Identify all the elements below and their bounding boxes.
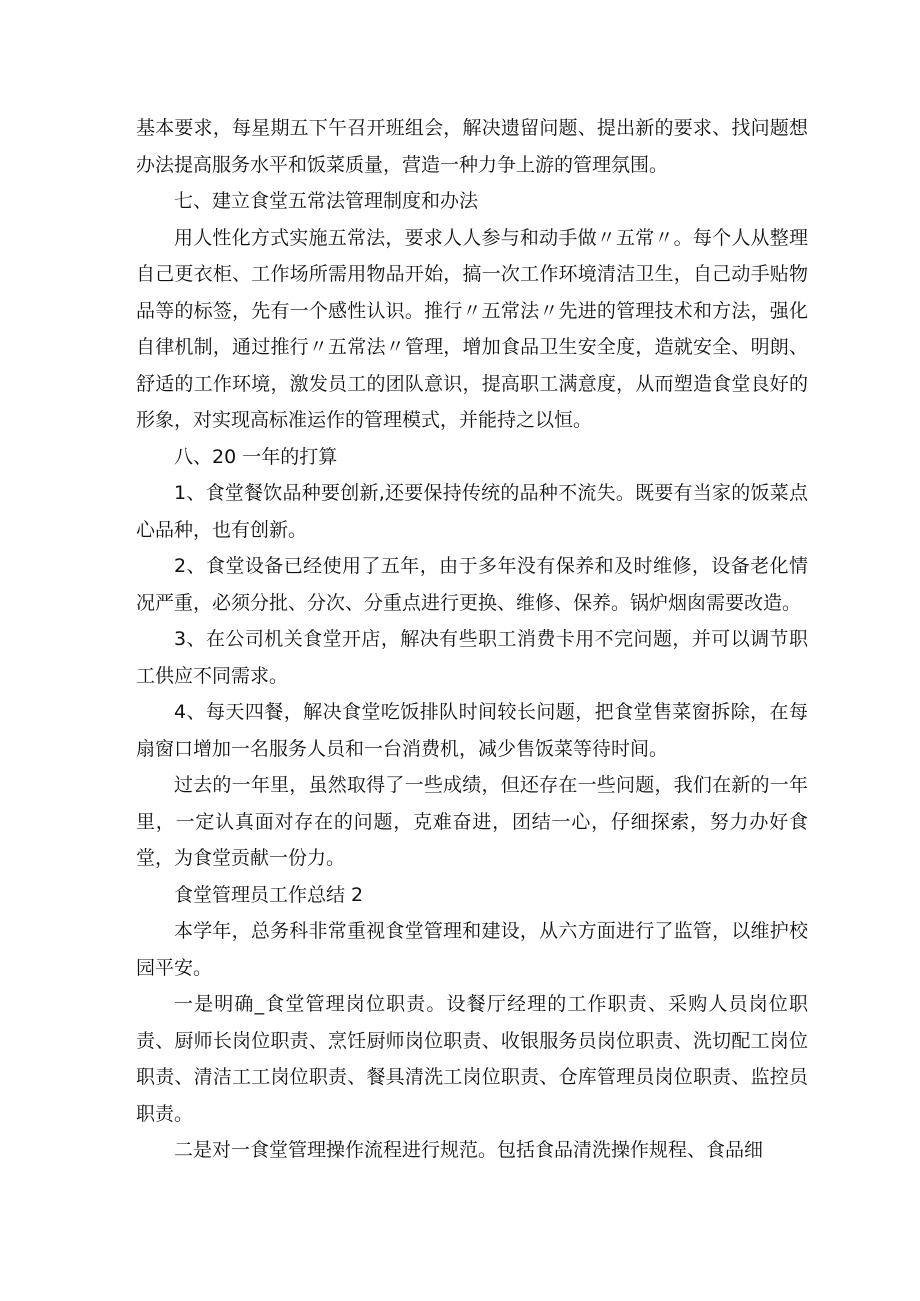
paragraph-point-two: 二是对一食堂管理操作流程进行规范。包括食品清洗操作规程、食品细 — [174, 1139, 764, 1161]
plan-item-2: 2、食堂设备已经使用了五年，由于多年没有保养和及时维修，设备老化情况严重，必须分批、分次、分重点进行更换、维修、保养。锅炉烟囱需要改造。 — [136, 555, 808, 614]
plan-item-1: 1、食堂餐饮品种要创新,还要保持传统的品种不流失。既要有当家的饭菜点心品种，也有创新。 — [136, 482, 808, 541]
section-heading-seven: 七、建立食堂五常法管理制度和办法 — [174, 190, 479, 212]
paragraph-intro-2: 本学年，总务科非常重视食堂管理和建设，从六方面进行了监管，以维护校园平安。 — [136, 920, 808, 979]
paragraph-five-s-method: 用人性化方式实施五常法，要求人人参与和动手做〃五常〃。每个人从整理自己更衣柜、工作场所需用物品开始，搞一次工作环境清洁卫生，自己动手贴物品等的标签，先有一个感性认识。推行〃五常法〃先进的管理技术和方法，强化自律机制，通过推行〃五常法〃管理，增加食品卫生安全度，造就安全、明朗、舒适的工作环境，激发员工的团队意识，提高职工满意度，从而塑造食堂良好的形象，对实现高标准运作的管理模式，并能持之以恒。 — [136, 226, 808, 431]
paragraph-continuation: 基本要求，每星期五下午召开班组会，解决遗留问题、提出新的要求、找问题想办法提高服务水平和饭菜质量，营造一种力争上游的管理氛围。 — [136, 117, 808, 176]
plan-item-4: 4、每天四餐，解决食堂吃饭排队时间较长问题，把食堂售菜窗拆除，在每扇窗口增加一名服务人员和一台消费机，减少售饭菜等待时间。 — [136, 701, 808, 760]
plan-item-3: 3、在公司机关食堂开店，解决有些职工消费卡用不完问题，并可以调节职工供应不同需求。 — [136, 628, 808, 687]
paragraph-point-one: 一是明确_食堂管理岗位职责。设餐厅经理的工作职责、采购人员岗位职责、厨师长岗位职责、烹饪厨师岗位职责、收银服务员岗位职责、洗切配工岗位职责、清洁工工岗位职责、餐具清洗工岗位职责、仓库管理员岗位职责、监控员职责。 — [136, 993, 808, 1125]
document-page — [136, 110, 808, 1169]
paragraph-conclusion: 过去的一年里，虽然取得了一些成绩，但还存在一些问题，我们在新的一年里，一定认真面对存在的问题，克难奋进，团结一心，仔细探索，努力办好食堂，为食堂贡献一份力。 — [136, 774, 808, 869]
summary-title-2: 食堂管理员工作总结 2 — [174, 883, 364, 906]
section-heading-eight: 八、20 一年的打算 — [174, 445, 338, 468]
